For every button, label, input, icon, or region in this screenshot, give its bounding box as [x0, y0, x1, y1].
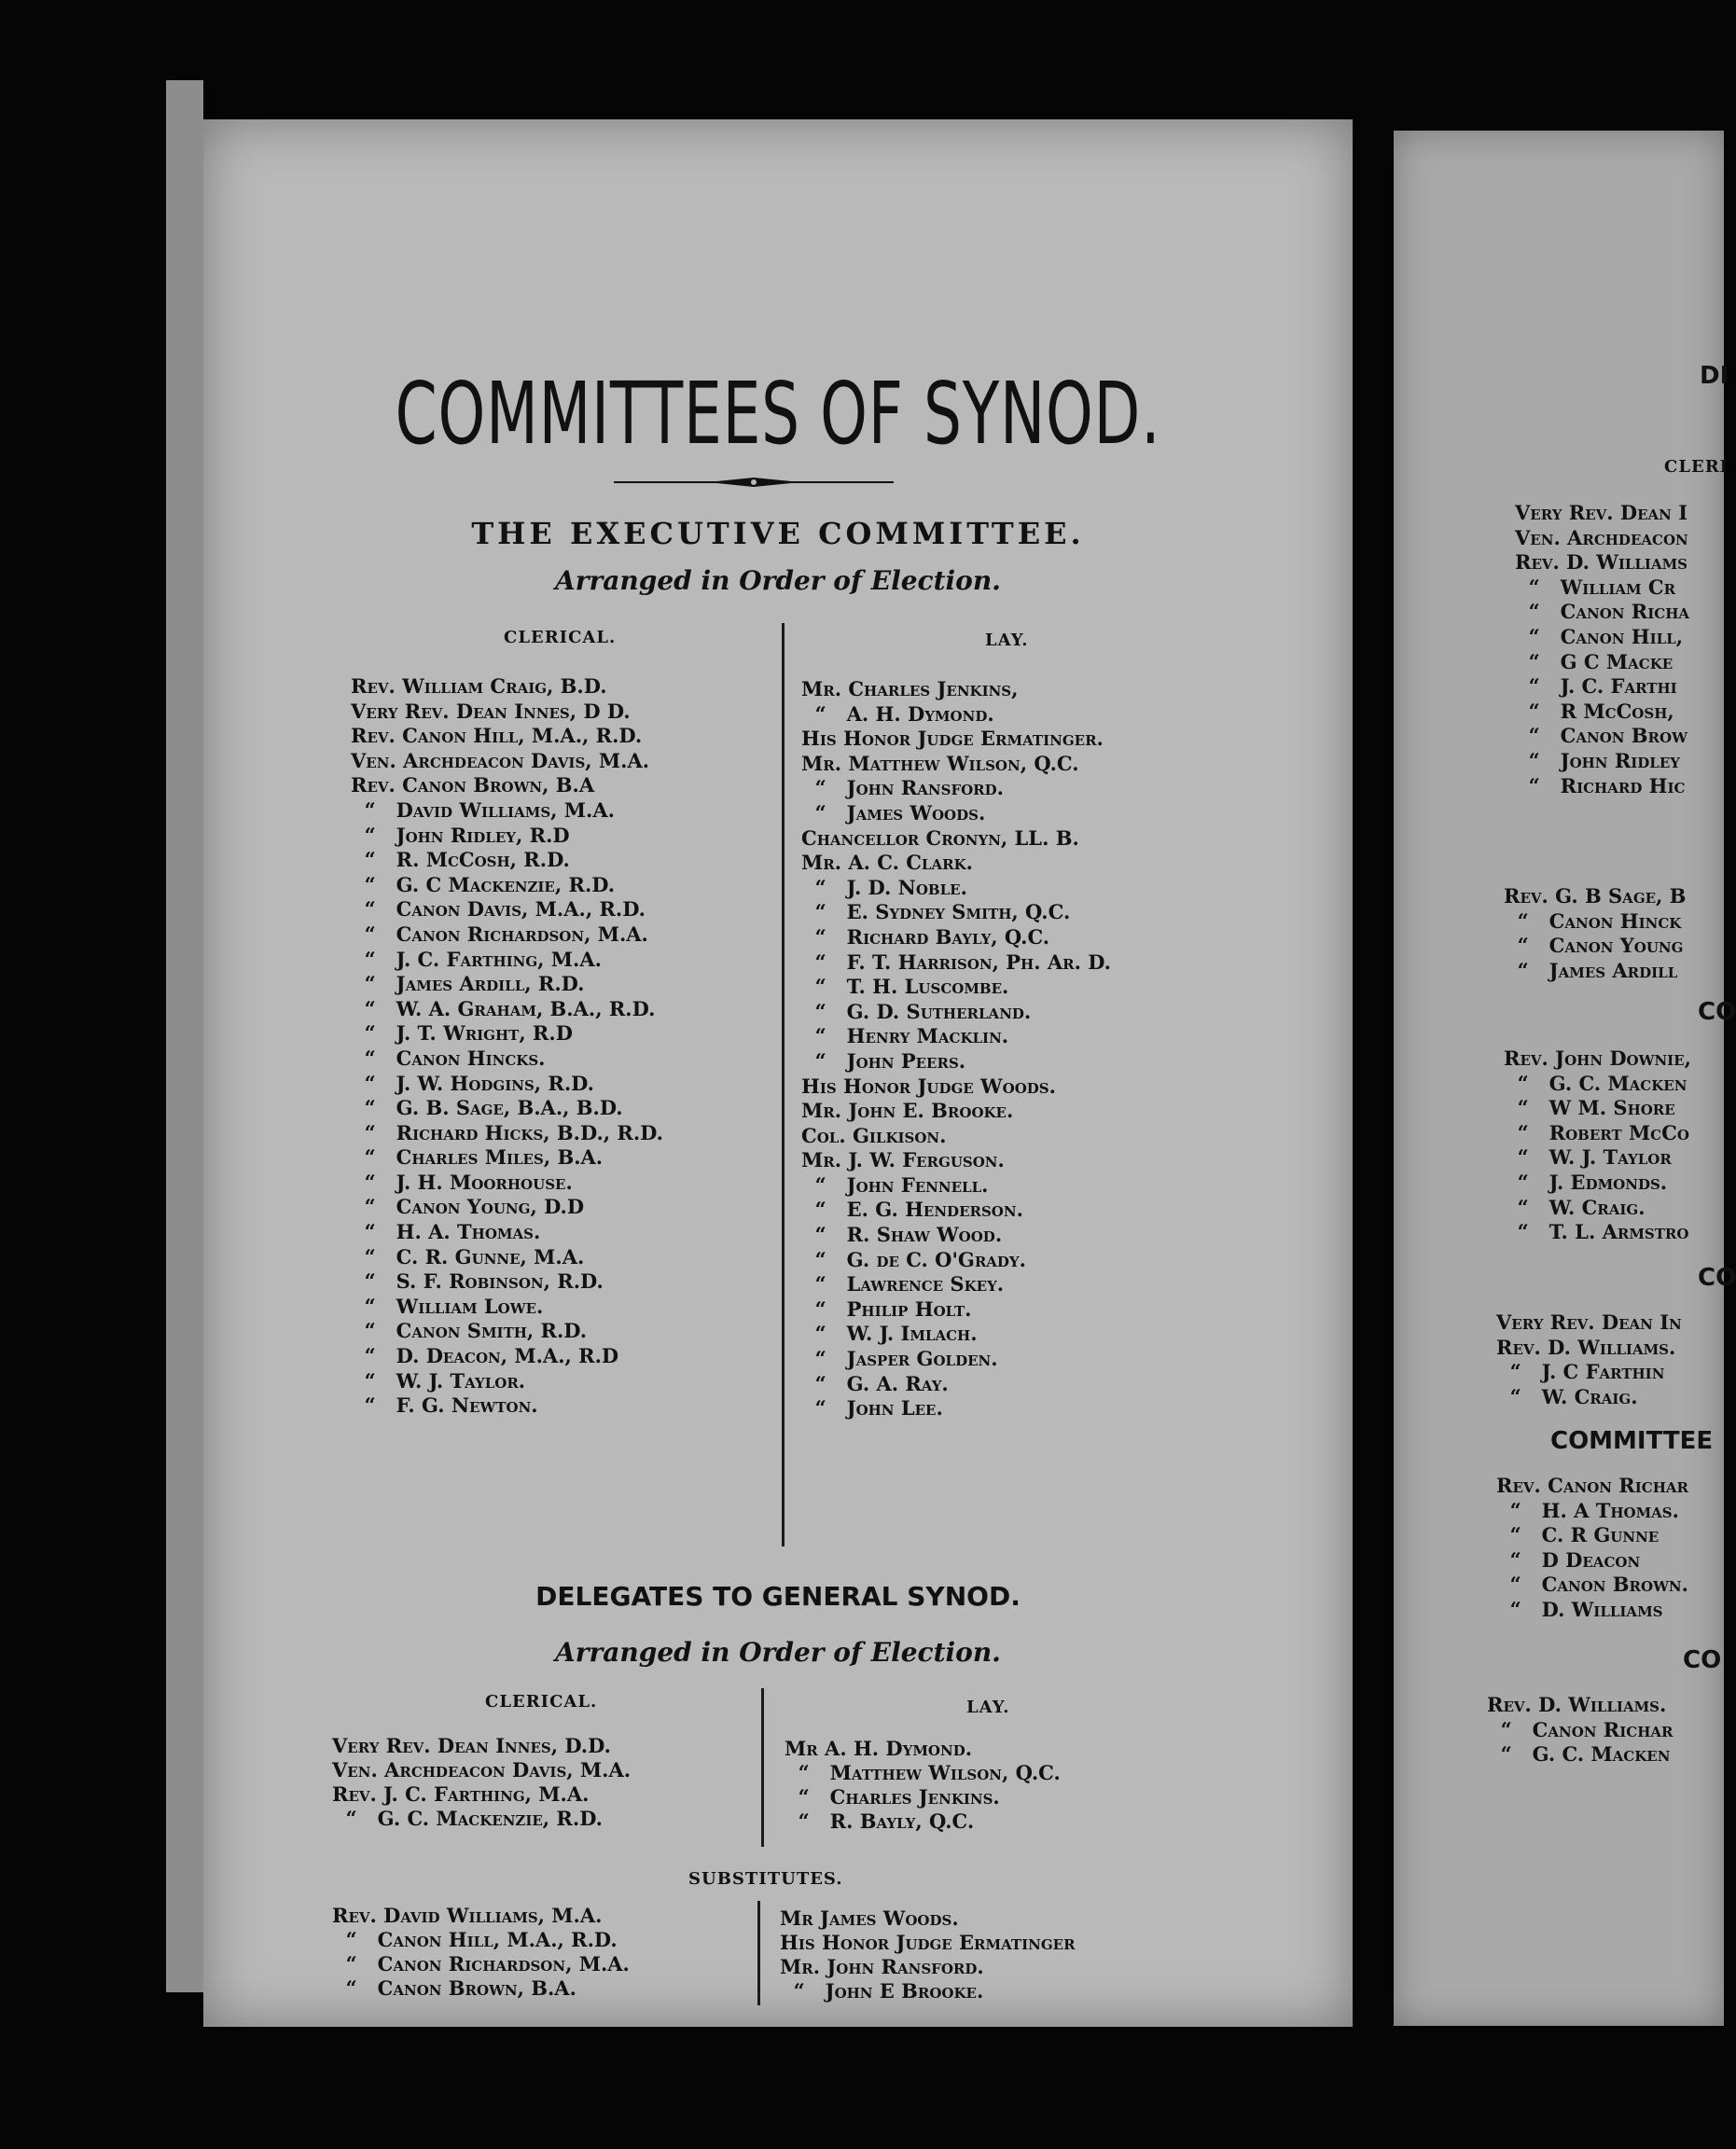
name-entry: “ Canon Young, D.D	[351, 1195, 585, 1219]
name-entry: Mr. John Ransford.	[780, 1955, 984, 1978]
name-entry: Ven. Archdeacon Davis, M.A.	[351, 748, 650, 772]
name-entry: “ Canon Hill, M.A., R.D.	[332, 1928, 618, 1951]
name-entry: “ W M. Shore	[1504, 1096, 1675, 1120]
facing-list-3	[1504, 1047, 1691, 1245]
name-entry: Col. Gilkison.	[801, 1123, 947, 1147]
name-entry: “ G. C. Mackenzie, R.D.	[332, 1807, 603, 1830]
name-entry: Rev. J. C. Farthing, M.A.	[332, 1782, 590, 1806]
name-entry: “ D Deacon	[1496, 1547, 1641, 1572]
facing-list-6	[1487, 1693, 1673, 1768]
name-entry: “ Philip Holt.	[801, 1296, 972, 1321]
name-entry: “ T. H. Luscombe.	[801, 975, 1009, 999]
name-entry: Very Rev. Dean In	[1496, 1310, 1682, 1334]
name-entry: “ Canon Davis, M.A., R.D.	[351, 897, 646, 922]
name-entry: “ Matthew Wilson, Q.C.	[785, 1761, 1061, 1784]
document-page	[203, 119, 1353, 2027]
executive-title: THE EXECUTIVE COMMITTEE.	[471, 516, 1085, 551]
name-entry: “ E. Sydney Smith, Q.C.	[801, 900, 1071, 924]
name-entry: “ G. A. Ray.	[801, 1371, 949, 1395]
name-entry: “ G. de C. O'Grady.	[801, 1247, 1026, 1271]
executive-clerical-list	[351, 674, 663, 1419]
name-entry: “ T. L. Armstro	[1504, 1220, 1689, 1244]
name-entry: “ C. R. Gunne, M.A.	[351, 1244, 585, 1269]
clerical-heading: CLERICAL.	[504, 628, 617, 647]
name-entry: “ David Williams, M.A.	[351, 797, 615, 822]
name-entry: “ William Cr	[1515, 575, 1676, 599]
name-entry: “ W. A. Graham, B.A., R.D.	[351, 996, 656, 1020]
facing-heading-4: COMMITTEE	[1550, 1427, 1714, 1455]
name-entry: “ S. F. Robinson, R.D.	[351, 1269, 604, 1294]
name-entry: “ W. Craig.	[1496, 1384, 1638, 1408]
name-entry: Rev. David Williams, M.A.	[332, 1904, 603, 1927]
name-entry: Ven. Archdeacon Davis, M.A.	[332, 1758, 632, 1782]
name-entry: “ D. Deacon, M.A., R.D	[351, 1344, 619, 1368]
name-entry: Very Rev. Dean I	[1515, 501, 1688, 524]
name-entry: “ William Lowe.	[351, 1294, 544, 1318]
name-entry: Mr. Charles Jenkins,	[801, 677, 1019, 700]
name-entry: “ W. J. Taylor	[1504, 1145, 1672, 1170]
name-entry: “ J. H. Moorhouse.	[351, 1170, 573, 1194]
name-entry: “ R McCosh,	[1515, 699, 1674, 723]
delegates-divider	[761, 1688, 764, 1847]
name-entry: “ John Ridley	[1515, 748, 1680, 772]
name-entry: “ C. R Gunne	[1496, 1523, 1660, 1547]
substitutes-heading: SUBSTITUTES.	[688, 1869, 843, 1889]
delegates-clerical-heading: CLERICAL.	[485, 1692, 598, 1712]
name-entry: “ H. A. Thomas.	[351, 1220, 541, 1244]
name-entry: Rev. William Craig, B.D.	[351, 674, 607, 698]
executive-subtitle: Arranged in Order of Election.	[555, 565, 1001, 596]
name-entry: “ G. D. Sutherland.	[801, 999, 1032, 1023]
name-entry: “ Canon Hincks.	[351, 1046, 546, 1070]
facing-page	[1394, 131, 1736, 2026]
name-entry: “ Canon Smith, R.D.	[351, 1319, 588, 1343]
name-entry: “ F. G. Newton.	[351, 1393, 538, 1418]
name-entry: His Honor Judge Ermatinger.	[801, 727, 1104, 751]
facing-heading-2: CO	[1698, 998, 1736, 1026]
name-entry: “ Canon Brown.	[1496, 1573, 1688, 1597]
facing-heading-3: CO	[1698, 1264, 1736, 1292]
name-entry: “ Charles Jenkins.	[785, 1785, 1000, 1809]
name-entry: “ J. C. Farthing, M.A.	[351, 947, 602, 971]
name-entry: Mr. J. W. Ferguson.	[801, 1148, 1005, 1172]
name-entry: “ Robert McCo	[1504, 1120, 1689, 1144]
name-entry: “ J. D. Noble.	[801, 875, 967, 899]
name-entry: “ John Ransford.	[801, 776, 1004, 800]
name-entry: “ Richard Bayly, Q.C.	[801, 924, 1050, 949]
name-entry: “ D. Williams	[1496, 1597, 1663, 1621]
name-entry: “ G. C. Macken	[1504, 1071, 1687, 1095]
name-entry: “ W. Craig.	[1504, 1195, 1646, 1219]
name-entry: “ J. C Farthin	[1496, 1360, 1665, 1384]
facing-list-2	[1504, 884, 1686, 983]
facing-list-1	[1515, 501, 1689, 798]
name-entry: Rev. John Downie,	[1504, 1047, 1691, 1070]
name-entry: Mr James Woods.	[780, 1906, 959, 1930]
page-edge	[166, 80, 203, 1992]
name-entry: His Honor Judge Woods.	[801, 1074, 1056, 1098]
delegates-clerical-list	[332, 1734, 631, 1831]
name-entry: Rev. D. Williams.	[1487, 1693, 1667, 1716]
facing-list-4	[1496, 1310, 1682, 1409]
name-entry: “ Canon Richa	[1515, 600, 1690, 624]
name-entry: “ W. J. Imlach.	[801, 1322, 978, 1346]
name-entry: Mr. Matthew Wilson, Q.C.	[801, 751, 1079, 775]
name-entry: “ R. McCosh, R.D.	[351, 848, 570, 872]
facing-clerical-heading: CLERI	[1664, 457, 1729, 477]
name-entry: Rev. D. Williams.	[1496, 1335, 1676, 1359]
name-entry: “ R. Shaw Wood.	[801, 1223, 1003, 1247]
name-entry: Mr A. H. Dymond.	[785, 1737, 973, 1760]
name-entry: “ Canon Richar	[1487, 1717, 1674, 1741]
name-entry: “ J. W. Hodgins, R.D.	[351, 1071, 594, 1095]
name-entry: “ Canon Richardson, M.A.	[351, 922, 648, 946]
name-entry: “ E. G. Henderson.	[801, 1198, 1023, 1222]
name-entry: “ John Peers.	[801, 1048, 966, 1073]
name-entry: Rev. G. B Sage, B	[1504, 884, 1687, 908]
name-entry: “ John Fennell.	[801, 1172, 989, 1197]
name-entry: “ A. H. Dymond.	[801, 701, 994, 726]
name-entry: “ F. T. Harrison, Ph. Ar. D.	[801, 950, 1111, 974]
name-entry: “ Canon Hinck	[1504, 908, 1682, 933]
name-entry: “ John Lee.	[801, 1396, 943, 1421]
name-entry: “ Richard Hicks, B.D., R.D.	[351, 1120, 663, 1144]
name-entry: “ Canon Young	[1504, 934, 1684, 958]
name-entry: “ John E Brooke.	[780, 1979, 984, 2003]
name-entry: “ G. B. Sage, B.A., B.D.	[351, 1096, 623, 1120]
facing-heading-1: DI	[1700, 362, 1729, 390]
name-entry: “ Lawrence Skey.	[801, 1272, 1005, 1296]
name-entry: Rev. Canon Hill, M.A., R.D.	[351, 724, 643, 748]
name-entry: “ Canon Brown, B.A.	[332, 1976, 576, 2000]
name-entry: Mr. A. C. Clark.	[801, 851, 973, 875]
lay-heading: LAY.	[985, 631, 1029, 650]
name-entry: “ G C Macke	[1515, 649, 1674, 673]
facing-list-5	[1496, 1474, 1688, 1623]
name-entry: Rev. D. Williams	[1515, 550, 1688, 575]
name-entry: “ Richard Hic	[1515, 773, 1686, 797]
delegates-lay-list	[785, 1737, 1061, 1834]
name-entry: His Honor Judge Ermatinger	[780, 1931, 1076, 1954]
name-entry: Very Rev. Dean Innes, D D.	[351, 699, 631, 723]
substitutes-divider	[757, 1901, 760, 2005]
substitutes-clerical-list	[332, 1904, 630, 2001]
name-entry: “ John Ridley, R.D	[351, 823, 570, 847]
name-entry: Ven. Archdeacon	[1515, 525, 1688, 549]
name-entry: “ J. C. Farthi	[1515, 674, 1677, 699]
facing-heading-5: CO	[1683, 1646, 1722, 1674]
name-entry: Very Rev. Dean Innes, D.D.	[332, 1734, 611, 1757]
name-entry: “ Charles Miles, B.A.	[351, 1145, 604, 1170]
name-entry: “ J. T. Wright, R.D	[351, 1021, 573, 1046]
name-entry: “ James Ardill, R.D.	[351, 972, 585, 996]
name-entry: “ W. J. Taylor.	[351, 1368, 526, 1393]
name-entry: “ G. C Mackenzie, R.D.	[351, 872, 616, 896]
executive-lay-list	[801, 677, 1111, 1421]
delegates-title: DELEGATES TO GENERAL SYNOD.	[535, 1581, 1021, 1612]
delegates-subtitle: Arranged in Order of Election.	[555, 1637, 1001, 1668]
name-entry: Rev. Canon Brown, B.A	[351, 773, 595, 797]
name-entry: “ James Woods.	[801, 800, 986, 825]
name-entry: “ G. C. Macken	[1487, 1742, 1671, 1767]
name-entry: “ Canon Brow	[1515, 724, 1687, 748]
name-entry: “ Jasper Golden.	[801, 1347, 998, 1371]
name-entry: “ R. Bayly, Q.C.	[785, 1809, 975, 1833]
name-entry: Rev. Canon Richar	[1496, 1474, 1688, 1497]
name-entry: “ Canon Richardson, M.A.	[332, 1952, 630, 1976]
delegates-lay-heading: LAY.	[966, 1698, 1010, 1717]
name-entry: “ Henry Macklin.	[801, 1024, 1009, 1048]
page-title: COMMITTEES OF SYNOD.	[395, 364, 1161, 464]
name-entry: “ James Ardill	[1504, 958, 1678, 982]
column-divider	[782, 623, 785, 1546]
name-entry: Mr. John E. Brooke.	[801, 1099, 1014, 1123]
ornament-rule	[614, 476, 894, 489]
name-entry: “ Canon Hill,	[1515, 624, 1684, 648]
name-entry: “ H. A Thomas.	[1496, 1498, 1679, 1522]
name-entry: “ J. Edmonds.	[1504, 1170, 1668, 1194]
name-entry: Chancellor Cronyn, LL. B.	[801, 825, 1079, 850]
substitutes-lay-list	[780, 1906, 1076, 2003]
